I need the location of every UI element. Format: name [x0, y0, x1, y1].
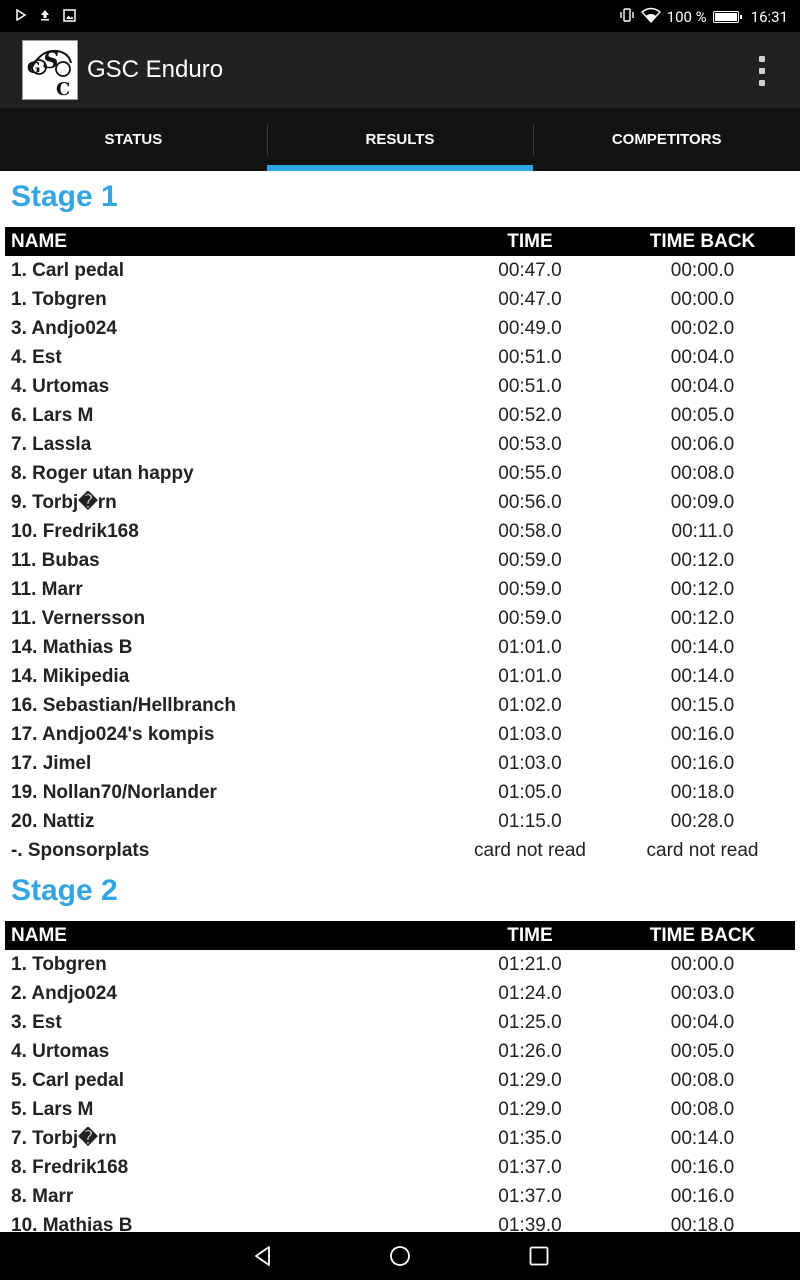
table-row — [5, 575, 795, 604]
time-back: 00:18.0 — [670, 781, 735, 803]
table-row — [5, 256, 795, 285]
navigation-bar — [0, 1232, 800, 1280]
column-header-time-back: TIME BACK — [649, 924, 756, 946]
time-back: 00:00.0 — [670, 953, 735, 975]
competitor-name: 17. Jimel — [11, 752, 92, 774]
competitor-name: 8. Fredrik168 — [11, 1156, 129, 1178]
stage-time: 01:37.0 — [498, 1156, 562, 1178]
stage-time: 01:02.0 — [498, 694, 562, 716]
status-bar — [0, 0, 800, 32]
time-back: 00:14.0 — [670, 1127, 735, 1149]
tab-status[interactable] — [0, 108, 267, 171]
time-back: 00:16.0 — [670, 1185, 735, 1207]
stage-time: 00:49.0 — [498, 317, 562, 339]
stage-time: card not read — [474, 839, 586, 861]
competitor-name: 4. Urtomas — [11, 1040, 110, 1062]
time-back: 00:03.0 — [670, 982, 735, 1004]
table-row — [5, 1153, 795, 1182]
upload-icon — [38, 8, 52, 22]
svg-text:S: S — [43, 48, 59, 74]
competitor-name: 14. Mikipedia — [11, 665, 130, 687]
table-row — [5, 517, 795, 546]
tab-competitors[interactable] — [533, 108, 800, 171]
table-row — [5, 807, 795, 836]
vibrate-icon — [619, 7, 635, 27]
back-icon[interactable] — [251, 1244, 275, 1268]
table-row — [5, 1182, 795, 1211]
competitor-name: 11. Vernersson — [11, 607, 146, 629]
competitor-name: 2. Andjo024 — [11, 982, 117, 1004]
stage-time: 01:35.0 — [498, 1127, 562, 1149]
competitor-name: -. Sponsorplats — [11, 839, 150, 861]
table-row — [5, 1211, 795, 1232]
stage-time: 01:15.0 — [498, 810, 562, 832]
stage-time: 00:56.0 — [498, 491, 562, 513]
stage-time: 01:39.0 — [498, 1214, 562, 1232]
competitor-name: 8. Roger utan happy — [11, 462, 194, 484]
table-row — [5, 430, 795, 459]
stage-time: 00:51.0 — [498, 346, 562, 368]
table-row — [5, 1066, 795, 1095]
competitor-name: 3. Andjo024 — [11, 317, 117, 339]
play-store-icon — [14, 8, 28, 22]
time-back: card not read — [646, 839, 759, 861]
column-header-name: NAME — [11, 924, 67, 946]
wifi-icon — [641, 7, 661, 27]
battery-level — [715, 13, 737, 21]
competitor-name: 10. Fredrik168 — [11, 520, 139, 542]
competitor-name: 20. Nattiz — [11, 810, 95, 832]
stage-time: 01:26.0 — [498, 1040, 562, 1062]
table-header — [5, 227, 795, 256]
time-back: 00:16.0 — [670, 723, 735, 745]
table-body — [5, 256, 795, 865]
table-row — [5, 1037, 795, 1066]
tab-label: RESULTS — [365, 131, 435, 148]
tab-label: COMPETITORS — [611, 131, 722, 148]
table-row — [5, 401, 795, 430]
time-back: 00:16.0 — [670, 1156, 735, 1178]
table-row — [5, 720, 795, 749]
table-row — [5, 604, 795, 633]
competitor-name: 17. Andjo024's kompis — [11, 723, 215, 745]
table-row — [5, 372, 795, 401]
stage-time: 00:47.0 — [498, 259, 562, 281]
competitor-name: 7. Lassla — [11, 433, 92, 455]
notification-icons — [14, 8, 76, 22]
competitor-name: 4. Est — [11, 346, 62, 368]
time-back: 00:15.0 — [670, 694, 735, 716]
table-row — [5, 314, 795, 343]
time-back: 00:04.0 — [670, 375, 735, 397]
table-row — [5, 459, 795, 488]
column-header-time: TIME — [507, 230, 553, 252]
battery-icon — [713, 11, 739, 23]
table-row — [5, 546, 795, 575]
time-back: 00:00.0 — [670, 259, 735, 281]
stage-time: 01:03.0 — [498, 752, 562, 774]
time-back: 00:11.0 — [671, 520, 734, 542]
stage-time: 01:03.0 — [498, 723, 562, 745]
time-back: 00:12.0 — [670, 578, 735, 600]
svg-text:G: G — [27, 58, 41, 77]
stage-time: 01:24.0 — [498, 982, 562, 1004]
time-back: 00:12.0 — [670, 607, 735, 629]
table-row — [5, 633, 795, 662]
results-table — [5, 227, 795, 865]
table-row — [5, 343, 795, 372]
competitor-name: 11. Bubas — [11, 549, 100, 571]
stage-title: Stage 2 — [11, 874, 118, 907]
competitor-name: 16. Sebastian/Hellbranch — [11, 694, 236, 716]
time-back: 00:09.0 — [670, 491, 735, 513]
competitor-name: 9. Torbj�rn — [11, 492, 117, 513]
competitor-name: 4. Urtomas — [11, 375, 110, 397]
table-row — [5, 488, 795, 517]
table-row — [5, 950, 795, 979]
time-back: 00:08.0 — [670, 1069, 735, 1091]
table-row — [5, 285, 795, 314]
stage-time: 00:59.0 — [498, 607, 562, 629]
table-row — [5, 662, 795, 691]
time-back: 00:12.0 — [670, 549, 735, 571]
stage-time: 01:01.0 — [498, 665, 562, 687]
stage-time: 01:05.0 — [498, 781, 562, 803]
app-title: GSC Enduro — [87, 56, 224, 83]
stage-time: 00:53.0 — [498, 433, 562, 455]
stage-time: 01:29.0 — [498, 1098, 562, 1120]
stage-time: 00:59.0 — [498, 549, 562, 571]
stage-time: 00:51.0 — [498, 375, 562, 397]
table-body — [5, 950, 795, 1232]
system-indicators — [619, 7, 788, 27]
table-header — [5, 921, 795, 950]
competitor-name: 1. Tobgren — [11, 288, 107, 310]
results-list[interactable] — [0, 171, 800, 1232]
competitor-name: 1. Carl pedal — [11, 259, 124, 281]
app-logo — [22, 40, 78, 100]
competitor-name: 19. Nollan70/Norlander — [11, 781, 217, 803]
stage-time: 01:37.0 — [498, 1185, 562, 1207]
competitor-name: 3. Est — [11, 1011, 62, 1033]
time-back: 00:16.0 — [670, 752, 735, 774]
competitor-name: 8. Marr — [11, 1185, 74, 1207]
table-row — [5, 836, 795, 865]
tab-label: STATUS — [104, 131, 163, 148]
stage-title: Stage 1 — [11, 180, 118, 213]
time-back: 00:05.0 — [670, 404, 735, 426]
stage-time: 00:58.0 — [498, 520, 562, 542]
image-icon — [62, 8, 76, 22]
column-header-name: NAME — [11, 230, 67, 252]
time-back: 00:00.0 — [670, 288, 735, 310]
stage-time: 00:55.0 — [498, 462, 562, 484]
stage-time: 00:59.0 — [498, 578, 562, 600]
time-back: 00:02.0 — [670, 317, 735, 339]
table-row — [5, 1008, 795, 1037]
column-header-time-back: TIME BACK — [649, 230, 756, 252]
stage-time: 00:52.0 — [498, 404, 562, 426]
competitor-name: 5. Lars M — [11, 1098, 94, 1120]
time-back: 00:08.0 — [670, 1098, 735, 1120]
competitor-name: 1. Tobgren — [11, 953, 107, 975]
time-back: 00:14.0 — [670, 665, 735, 687]
time-back: 00:28.0 — [670, 810, 735, 832]
competitor-name: 11. Marr — [11, 578, 83, 600]
tab-results[interactable] — [267, 108, 534, 171]
table-row — [5, 1124, 795, 1153]
table-row — [5, 1095, 795, 1124]
competitor-name: 7. Torbj�rn — [11, 1128, 117, 1149]
column-header-time: TIME — [507, 924, 553, 946]
stage-time: 00:47.0 — [498, 288, 562, 310]
more-vert-icon[interactable] — [756, 56, 768, 86]
stage-time: 01:01.0 — [498, 636, 562, 658]
time-back: 00:04.0 — [670, 346, 735, 368]
competitor-name: 14. Mathias B — [11, 636, 133, 658]
time-back: 00:04.0 — [670, 1011, 735, 1033]
time-back: 00:06.0 — [670, 433, 735, 455]
tab-bar — [0, 108, 800, 171]
recents-icon[interactable] — [527, 1244, 551, 1268]
stage-time: 01:25.0 — [498, 1011, 562, 1033]
table-row — [5, 979, 795, 1008]
stage-time: 01:29.0 — [498, 1069, 562, 1091]
home-icon[interactable] — [388, 1244, 412, 1268]
competitor-name: 10. Mathias B — [11, 1214, 133, 1232]
stage-time: 01:21.0 — [498, 953, 562, 975]
table-row — [5, 778, 795, 807]
time-back: 00:08.0 — [670, 462, 735, 484]
competitor-name: 5. Carl pedal — [11, 1069, 124, 1091]
time-back: 00:18.0 — [670, 1214, 735, 1232]
table-row — [5, 749, 795, 778]
clock: 16:31 — [750, 8, 788, 26]
time-back: 00:05.0 — [670, 1040, 735, 1062]
app-bar — [0, 32, 800, 108]
svg-text:C: C — [56, 79, 71, 99]
battery-percent: 100 % — [666, 8, 707, 26]
time-back: 00:14.0 — [670, 636, 735, 658]
table-row — [5, 691, 795, 720]
results-table — [5, 921, 795, 1232]
competitor-name: 6. Lars M — [11, 404, 94, 426]
